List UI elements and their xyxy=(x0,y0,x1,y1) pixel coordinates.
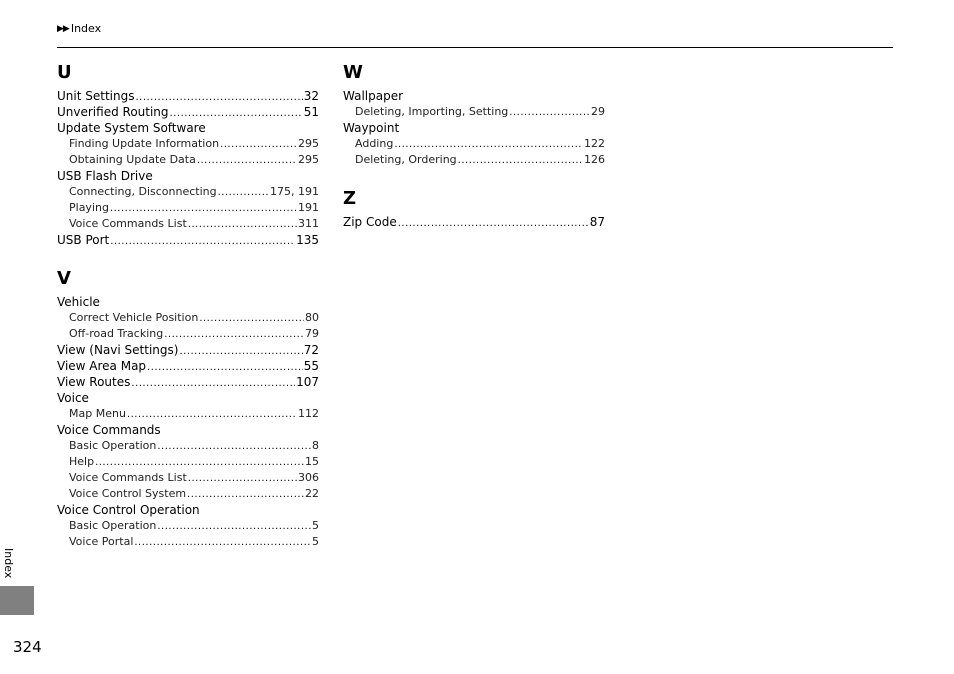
index-entry[interactable] xyxy=(57,88,319,104)
section-letter: U xyxy=(57,62,72,83)
dot-leader xyxy=(197,152,297,169)
entry-label: Help xyxy=(69,455,95,468)
index-subentry[interactable] xyxy=(57,200,319,216)
entry-page-link[interactable]: 22 xyxy=(305,487,319,500)
entry-label: Unverified Routing xyxy=(57,105,169,119)
entry-label: Basic Operation xyxy=(69,439,157,452)
dot-leader xyxy=(188,470,297,487)
entry-label: View Area Map xyxy=(57,359,147,373)
entry-label: Zip Code xyxy=(343,215,397,229)
entry-page-link[interactable]: 5 xyxy=(312,535,319,548)
entry-page-link[interactable]: 175, 191 xyxy=(270,185,319,198)
section-gap xyxy=(343,168,605,186)
dot-leader xyxy=(127,406,297,423)
index-subentry[interactable] xyxy=(57,486,319,502)
entry-label: Finding Update Information xyxy=(69,137,220,150)
entry-label: Off-road Tracking xyxy=(69,327,164,340)
entry-page-link[interactable]: 15 xyxy=(305,455,319,468)
index-entry[interactable] xyxy=(57,104,319,120)
index-subentry[interactable] xyxy=(57,438,319,454)
header-rule xyxy=(57,47,893,48)
entry-label: USB Flash Drive xyxy=(57,169,153,183)
entry-label: View (Navi Settings) xyxy=(57,343,179,357)
index-entry[interactable] xyxy=(57,294,319,310)
entry-label: Voice Portal xyxy=(69,535,134,548)
dot-leader xyxy=(187,486,304,503)
index-subentry[interactable] xyxy=(57,184,319,200)
entry-label: Deleting, Ordering xyxy=(355,153,457,166)
entry-page-link[interactable]: 112 xyxy=(298,407,319,420)
index-subentry[interactable] xyxy=(57,454,319,470)
dot-leader xyxy=(398,214,589,232)
entry-page-link[interactable]: 122 xyxy=(584,137,605,150)
breadcrumb-arrows-icon: ▶▶ xyxy=(57,23,69,34)
entry-page-link[interactable]: 295 xyxy=(298,137,319,150)
dot-leader xyxy=(134,534,311,551)
index-subentry[interactable] xyxy=(57,310,319,326)
section-letter: W xyxy=(343,62,363,83)
index-entry[interactable] xyxy=(57,374,319,390)
entry-label: USB Port xyxy=(57,233,110,247)
index-entry[interactable] xyxy=(57,502,319,518)
index-entry[interactable] xyxy=(57,422,319,438)
entry-page-link[interactable]: 79 xyxy=(305,327,319,340)
index-subentry[interactable] xyxy=(57,216,319,232)
entry-label: Basic Operation xyxy=(69,519,157,532)
entry-page-link[interactable]: 72 xyxy=(303,343,319,357)
dot-leader xyxy=(220,136,297,153)
index-column-left xyxy=(57,60,319,550)
dot-leader xyxy=(164,326,304,343)
dot-leader xyxy=(199,310,304,327)
entry-label: Voice xyxy=(57,391,89,405)
index-subentry[interactable] xyxy=(57,518,319,534)
entry-page-link[interactable]: 306 xyxy=(298,471,319,484)
entry-page-link[interactable]: 107 xyxy=(296,375,319,389)
index-entry[interactable] xyxy=(57,390,319,406)
section-gap xyxy=(57,248,319,266)
entry-label: View Routes xyxy=(57,375,131,389)
entry-label: Voice Control System xyxy=(69,487,187,500)
entry-page-link[interactable]: 55 xyxy=(303,359,319,373)
dot-leader xyxy=(509,104,590,121)
index-entry[interactable] xyxy=(343,214,605,230)
entry-page-link[interactable]: 126 xyxy=(584,153,605,166)
entry-page-link[interactable]: 311 xyxy=(298,217,319,230)
index-subentry[interactable] xyxy=(343,152,605,168)
index-subentry[interactable] xyxy=(343,104,605,120)
index-subentry[interactable] xyxy=(57,136,319,152)
entry-label: Waypoint xyxy=(343,121,400,135)
index-entry[interactable] xyxy=(57,168,319,184)
index-entry[interactable] xyxy=(343,120,605,136)
entry-label: Vehicle xyxy=(57,295,100,309)
dot-leader xyxy=(110,200,297,217)
entry-label: Map Menu xyxy=(69,407,126,420)
entry-page-link[interactable]: 51 xyxy=(303,105,319,119)
entry-page-link[interactable]: 8 xyxy=(312,439,319,452)
index-entry[interactable] xyxy=(57,358,319,374)
dot-leader xyxy=(458,152,583,169)
index-subentry[interactable] xyxy=(57,326,319,342)
dot-leader xyxy=(157,438,311,455)
entry-page-link[interactable]: 191 xyxy=(298,201,319,214)
dot-leader xyxy=(131,374,295,392)
index-subentry[interactable] xyxy=(57,152,319,168)
entry-label: Voice Commands List xyxy=(69,471,187,484)
entry-page-link[interactable]: 5 xyxy=(312,519,319,532)
breadcrumb[interactable] xyxy=(57,22,101,35)
entry-label: Connecting, Disconnecting xyxy=(69,185,217,198)
page-number: 324 xyxy=(13,638,42,656)
dot-leader xyxy=(157,518,311,535)
entry-label: Playing xyxy=(69,201,109,214)
entry-label: Voice Control Operation xyxy=(57,503,200,517)
dot-leader xyxy=(188,216,297,233)
entry-page-link[interactable]: 87 xyxy=(589,215,605,229)
index-entry[interactable] xyxy=(57,342,319,358)
index-subentry[interactable] xyxy=(343,136,605,152)
breadcrumb-label[interactable]: Index xyxy=(70,22,102,35)
entry-page-link[interactable]: 32 xyxy=(303,89,319,103)
entry-label: Deleting, Importing, Setting xyxy=(355,105,509,118)
entry-label: Voice Commands xyxy=(57,423,161,437)
dot-leader xyxy=(394,136,583,153)
index-subentry[interactable] xyxy=(57,406,319,422)
index-entry[interactable] xyxy=(57,120,319,136)
index-subentry[interactable] xyxy=(57,534,319,550)
entry-page-link[interactable]: 135 xyxy=(296,233,319,247)
entry-label: Wallpaper xyxy=(343,89,404,103)
entry-label: Obtaining Update Data xyxy=(69,153,196,166)
section-letter: Z xyxy=(343,188,357,209)
entry-label: Adding xyxy=(355,137,394,150)
side-tab[interactable] xyxy=(0,586,34,615)
entry-label: Correct Vehicle Position xyxy=(69,311,199,324)
entry-page-link[interactable]: 295 xyxy=(298,153,319,166)
entry-label: Update System Software xyxy=(57,121,206,135)
entry-label: Voice Commands List xyxy=(69,217,187,230)
index-entry[interactable] xyxy=(343,88,605,104)
entry-page-link[interactable]: 29 xyxy=(591,105,605,118)
side-tab-label: Index xyxy=(2,548,15,579)
dot-leader xyxy=(218,184,269,201)
entry-label: Unit Settings xyxy=(57,89,135,103)
index-subentry[interactable] xyxy=(57,470,319,486)
index-column-right xyxy=(343,60,605,230)
index-entry[interactable] xyxy=(57,232,319,248)
entry-page-link[interactable]: 80 xyxy=(305,311,319,324)
section-letter: V xyxy=(57,268,71,289)
dot-leader xyxy=(95,454,304,471)
dot-leader xyxy=(110,232,295,250)
